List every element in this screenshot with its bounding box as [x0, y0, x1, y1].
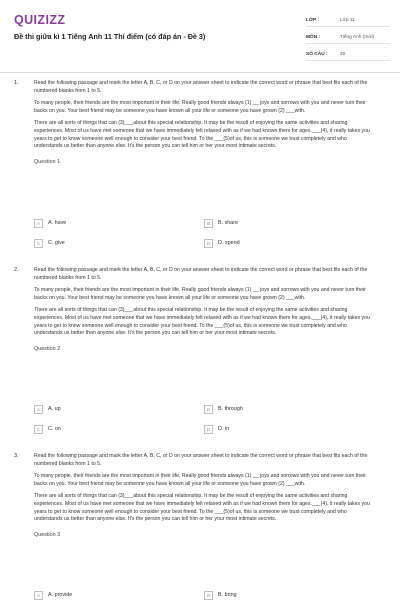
option-a[interactable] — [34, 590, 204, 600]
option-text: D. spend — [218, 240, 240, 246]
option-letter-box: A — [34, 219, 43, 228]
option-text: B. share — [218, 220, 239, 226]
option-letter-box: D — [204, 239, 213, 248]
meta-key: LỚP : — [306, 17, 320, 23]
option-letter-box: C — [34, 239, 43, 248]
option-text: A. have — [48, 220, 67, 226]
passage-paragraph: To many people, their friends are the most important in their life. Really good friends always (1) __ joys and sorrows with you and never turn their backs on you. Your best friend may be someone you have known all your life or someone you have grown (2) ___with. — [34, 100, 366, 114]
option-text: D. in — [218, 426, 230, 432]
question-body — [34, 80, 374, 165]
passage-paragraph: To many people, their friends are the most important in their life. Really good friends always (1) __ joys and sorrows with you and never turn their backs on you. Your best friend may be someone you have known all your life or someone you have grown (2) ___with. — [34, 287, 366, 301]
meta-row-class — [306, 14, 390, 27]
option-a[interactable] — [34, 218, 204, 228]
question-label: Question 2 — [34, 345, 61, 352]
passage-paragraph: There are all sorts of things that can (3)___about this special relationship. It may be the result of enjoying the same activities and sharing experiences. Most of us have met someone that we have immediately felt relaxed with as if we had known them for ages.___(4), it really takes you years to get to know someone well enough to consider your best friend. To the ___(5)of us, this is someone we trust completely and who understands us better than anyone else. It's the person you can tell him or her your most intimate secrets. — [34, 307, 370, 337]
passage-paragraph: There are all sorts of things that can (3)___about this special relationship. It may be the result of enjoying the same activities and sharing experiences. Most of us have met someone that we have immediately felt relaxed with as if we had known them for ages.___(4), it really takes you years to get to know someone well enough to consider your best friend. To the ___(5)of us, this is someone we trust completely and who understands us better than anyone else. It's the person you can tell him or her your most intimate secrets. — [34, 493, 370, 523]
option-text: C. give — [48, 240, 65, 246]
question-instruction: Read the following passage and mark the letter A, B, C, or D on your answer sheet to indicate the correct word or phrase that best fits each of the numbered blanks from 1 to 5. — [34, 80, 368, 94]
option-text: A. provide — [48, 592, 73, 598]
option-b[interactable] — [204, 404, 374, 414]
option-d[interactable] — [204, 238, 374, 248]
option-letter-box: B — [204, 219, 213, 228]
meta-row-subject — [306, 31, 390, 44]
option-a[interactable] — [34, 404, 204, 414]
meta-panel — [306, 14, 390, 65]
question-number: 2. — [14, 267, 19, 273]
meta-value: Tiếng Anh (mới) — [340, 34, 375, 40]
question-label: Question 3 — [34, 531, 61, 538]
meta-key: SỐ CÂU : — [306, 51, 328, 57]
question-number: 3. — [14, 453, 19, 459]
option-text: B. bring — [218, 592, 237, 598]
passage-paragraph: To many people, their friends are the most important in their life. Really good friends always (1) __ joys and sorrows with you and never turn their backs on you. Your best friend may be someone you have known all your life or someone you have grown (2) ___with. — [34, 473, 366, 487]
option-letter-box: B — [204, 405, 213, 414]
answer-options — [34, 590, 374, 600]
answer-options — [34, 404, 374, 444]
question-body — [34, 453, 374, 538]
quizizz-logo: QUIZIZZ — [14, 13, 66, 27]
page-header — [0, 0, 400, 70]
passage-paragraph: There are all sorts of things that can (3)___about this special relationship. It may be the result of enjoying the same activities and sharing experiences. Most of us have met someone that we have immediately felt relaxed with as if we had known them for ages.___(4), it really takes you years to get to know someone well enough to consider your best friend. To the ___(5)of us, this is someone we trust completely and who understands us better than anyone else. It's the person you can tell him or her your most intimate secrets. — [34, 120, 370, 150]
option-d[interactable] — [204, 424, 374, 434]
header-divider — [0, 72, 400, 73]
page-title: Đề thi giữa kì 1 Tiếng Anh 11 Thí điểm (có đáp án - Đề 3) — [14, 32, 206, 41]
option-c[interactable] — [34, 424, 204, 434]
meta-value: Lớp 11 — [340, 17, 355, 23]
answer-options — [34, 218, 374, 258]
option-letter-box: C — [34, 425, 43, 434]
option-text: B. through — [218, 406, 243, 412]
option-letter-box: B — [204, 591, 213, 600]
question-label: Question 1 — [34, 158, 61, 165]
option-b[interactable] — [204, 218, 374, 228]
meta-value: 40 — [340, 51, 346, 57]
option-b[interactable] — [204, 590, 374, 600]
question-instruction: Read the following passage and mark the letter A, B, C, or D on your answer sheet to indicate the correct word or phrase that best fits each of the numbered blanks from 1 to 5. — [34, 453, 368, 467]
option-letter-box: A — [34, 405, 43, 414]
meta-row-count — [306, 48, 390, 61]
question-body — [34, 267, 374, 352]
meta-key: MÔN : — [306, 34, 321, 40]
option-text: C. on — [48, 426, 61, 432]
option-c[interactable] — [34, 238, 204, 248]
option-letter-box: D — [204, 425, 213, 434]
question-instruction: Read the following passage and mark the letter A, B, C, or D on your answer sheet to indicate the correct word or phrase that best fits each of the numbered blanks from 1 to 5. — [34, 267, 368, 281]
option-letter-box: A — [34, 591, 43, 600]
option-text: A. up — [48, 406, 61, 412]
question-number: 1. — [14, 80, 19, 86]
